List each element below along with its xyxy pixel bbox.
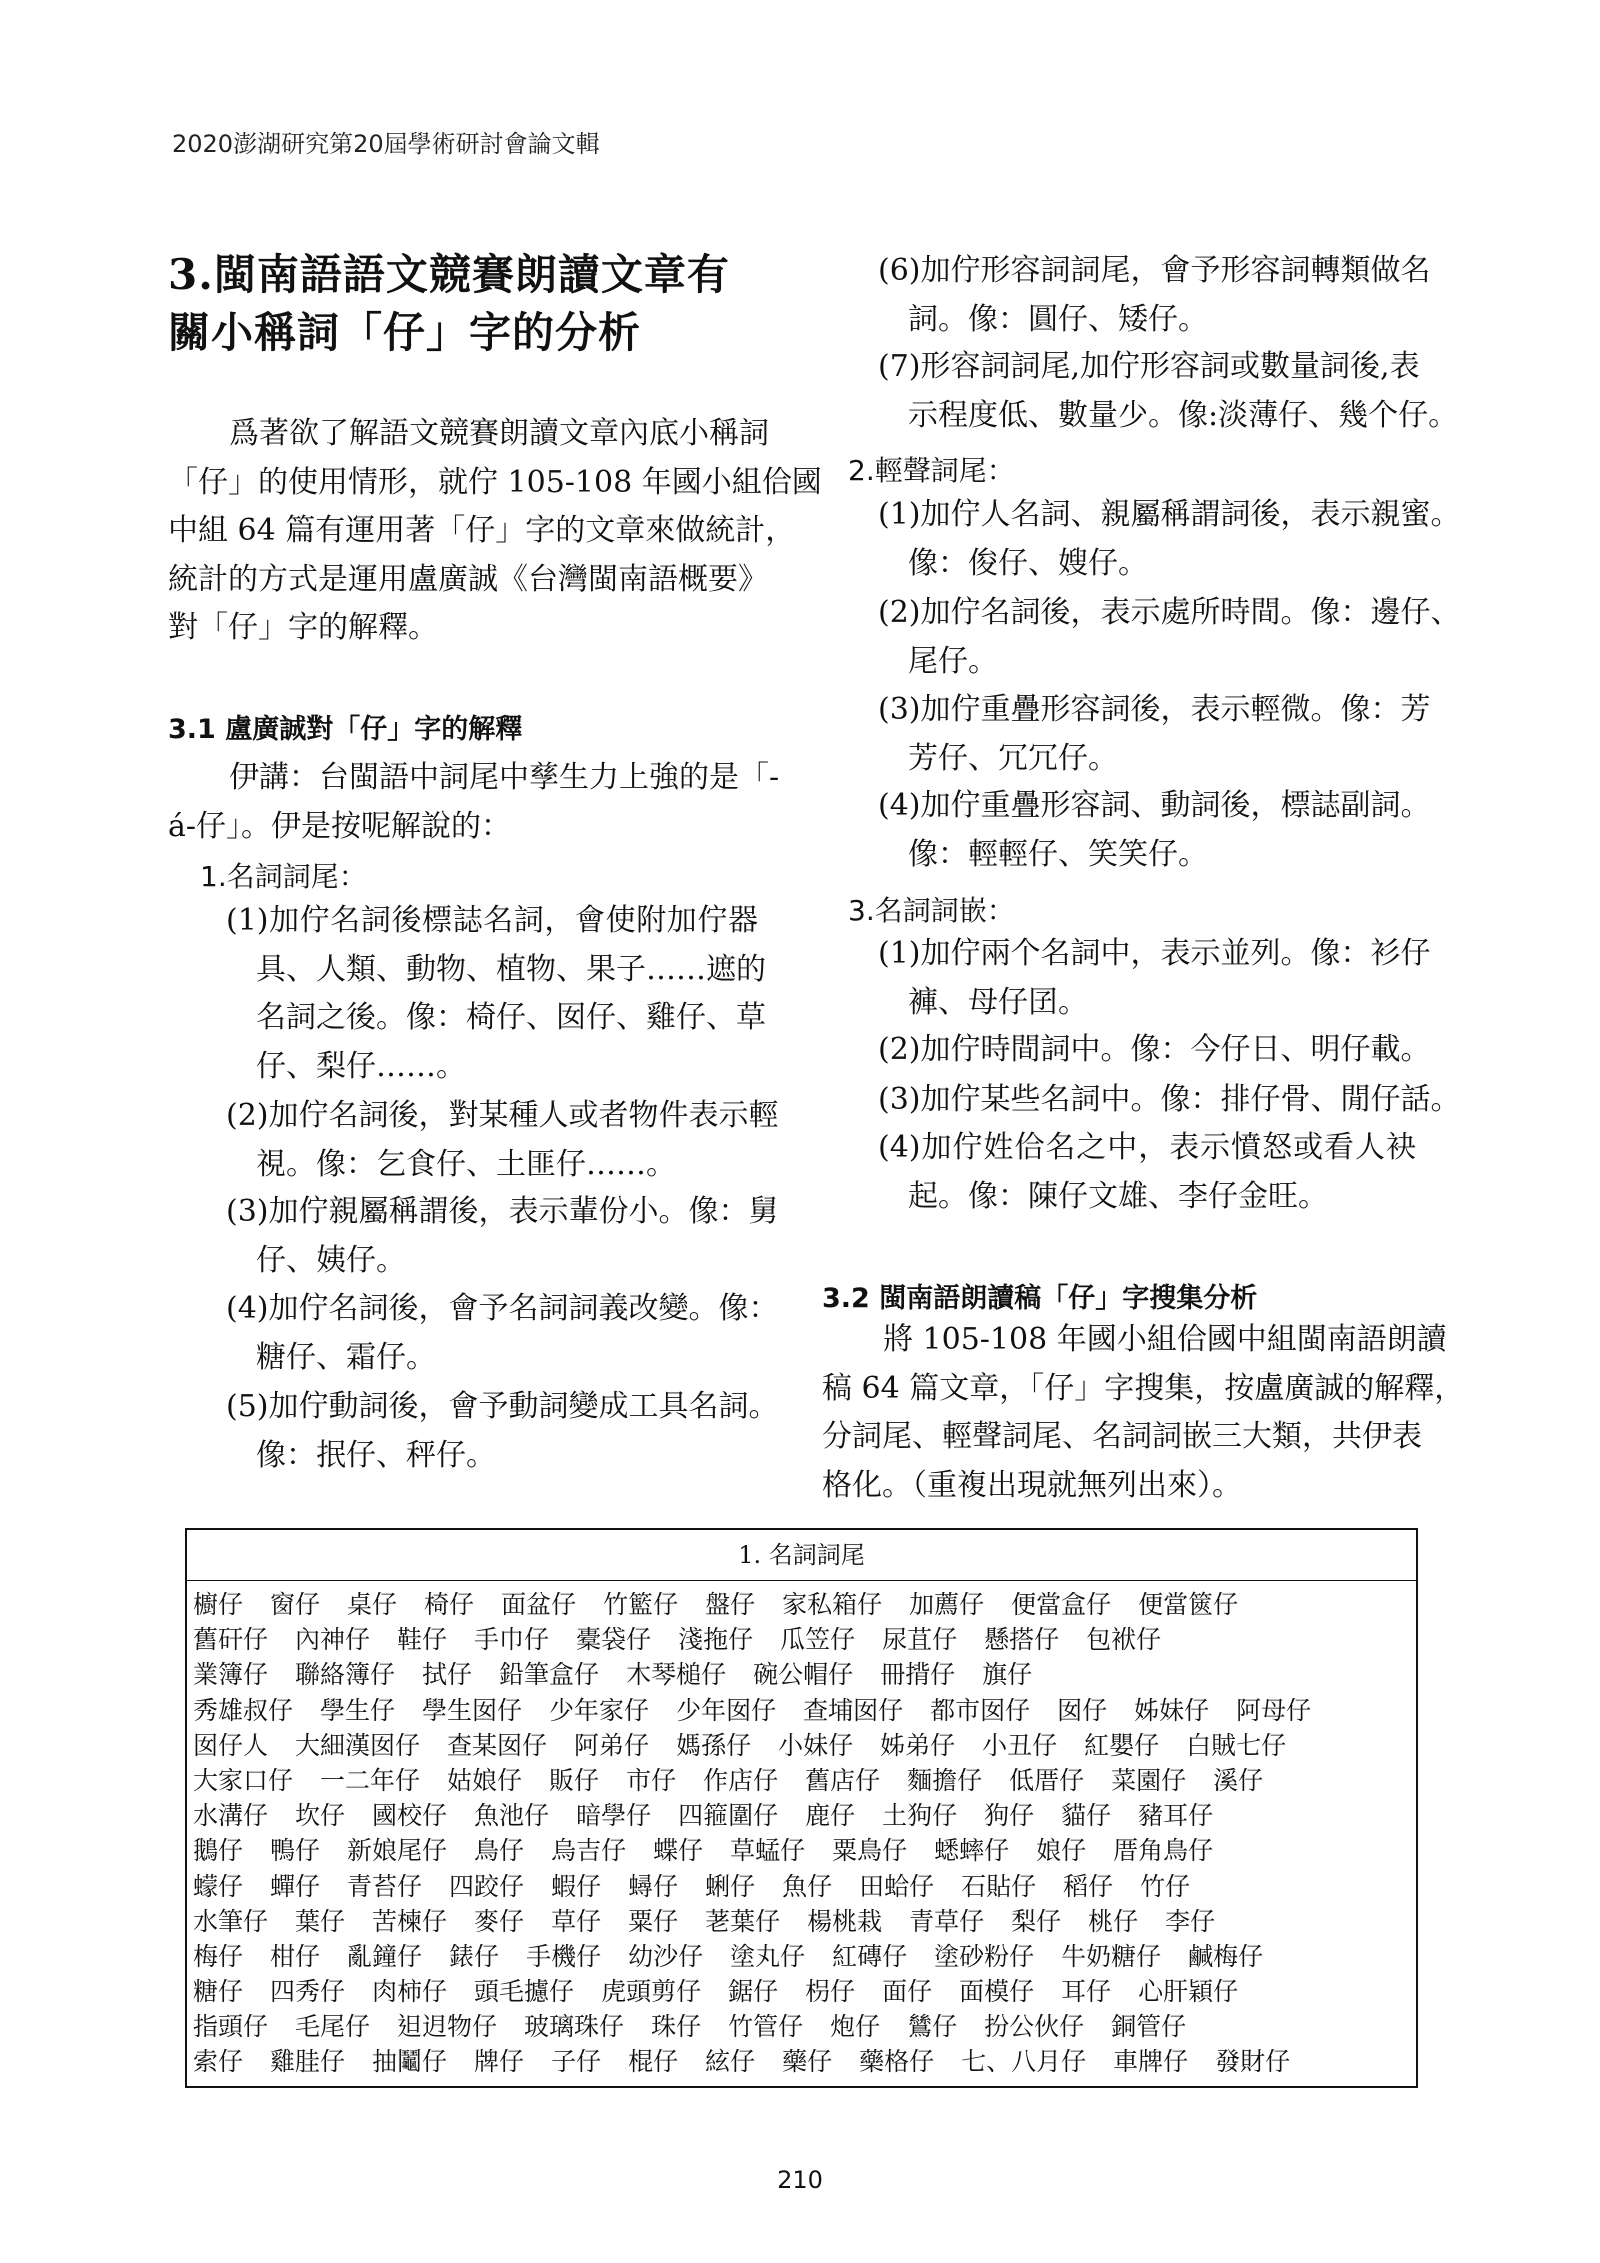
table-row — [193, 1693, 1416, 1728]
table-cell-word: 幼沙仔 — [628, 1941, 704, 1971]
table-cell-word: 懸搭仔 — [984, 1625, 1060, 1655]
table-cell-word: 扮公伙仔 — [984, 2012, 1085, 2042]
table-row — [193, 1974, 1416, 2009]
table-cell-word: 舊店仔 — [805, 1765, 881, 1795]
table-cell-word: 心肝穎仔 — [1138, 1977, 1239, 2007]
table-row — [193, 2044, 1416, 2079]
table-row — [193, 1939, 1416, 1974]
table-cell-word: 囡仔 — [1057, 1695, 1108, 1725]
table-cell-word: 荖葉仔 — [705, 1906, 781, 1936]
text-line: 詞。像：圓仔、矮仔。 — [908, 301, 1208, 337]
table-cell-word: 粟鳥仔 — [832, 1836, 908, 1866]
table-cell-word: 青苔仔 — [347, 1871, 423, 1901]
table-cell-word: 雞胿仔 — [270, 2047, 346, 2077]
table-cell-word: 蟬仔 — [270, 1871, 321, 1901]
table-cell-word: 索仔 — [193, 2047, 244, 2077]
table-cell-word: 菜園仔 — [1111, 1765, 1187, 1795]
list-item — [878, 1026, 1431, 1075]
table-cell-word: 淺拖仔 — [678, 1625, 754, 1655]
table-row — [193, 1622, 1416, 1657]
table-cell-word: 水溝仔 — [193, 1801, 269, 1831]
table-cell-word: 土狗仔 — [882, 1801, 958, 1831]
table-cell-word: 麵擔仔 — [907, 1765, 983, 1795]
table-cell-word: 阿弟仔 — [574, 1730, 650, 1760]
subsection-3-1-paragraph — [168, 754, 780, 851]
page-number: 210 — [777, 2166, 823, 2194]
table-cell-word: 瓜笠仔 — [780, 1625, 856, 1655]
table-cell-word: 糖仔 — [193, 1977, 244, 2007]
table-cell-word: 小妹仔 — [778, 1730, 854, 1760]
text-line: 糖仔、霜仔。 — [256, 1339, 436, 1375]
text-line: 名詞之後。像：椅仔、囡仔、雞仔、草 — [256, 1000, 766, 1035]
text-line: 像：抿仔、秤仔。 — [256, 1437, 496, 1473]
text-line: (4)加佇姓佮名之中，表示憤怒或看人袂 — [878, 1130, 1416, 1165]
table-cell-word: 指頭仔 — [193, 2012, 269, 2042]
table-cell-word: 桌仔 — [347, 1590, 398, 1619]
table-cell-word: 枴仔 — [805, 1977, 856, 2007]
table-cell-word: 販仔 — [549, 1765, 600, 1795]
table-cell-word: 烏吉仔 — [551, 1836, 627, 1866]
table-cell-word: 盤仔 — [705, 1590, 756, 1619]
table-cell-word: 鵝仔 — [193, 1836, 244, 1866]
text-line: 仔、梨仔……。 — [256, 1048, 466, 1084]
table-cell-word: 囡仔人 — [193, 1730, 269, 1760]
table-cell-word: 椅仔 — [424, 1590, 475, 1619]
table-cell-word: 四箍圍仔 — [678, 1801, 779, 1831]
list-item — [878, 782, 1431, 879]
table-row — [193, 1763, 1416, 1798]
text-line: 具、人類、動物、植物、果子……遮的 — [256, 951, 766, 987]
table-cell-word: 虎頭剪仔 — [601, 1977, 702, 2007]
table-cell-word: 手巾仔 — [474, 1625, 550, 1655]
list-item — [226, 1188, 779, 1285]
text-line: (2)加佇名詞後，對某種人或者物件表示輕 — [226, 1098, 779, 1133]
category-heading-noun-suffix: 1.名詞詞尾： — [200, 860, 367, 893]
table-header: 1. 名詞詞尾 — [187, 1530, 1416, 1581]
table-cell-word: 紅嬰仔 — [1084, 1730, 1160, 1760]
table-row — [193, 1657, 1416, 1692]
table-cell-word: 低厝仔 — [1009, 1765, 1085, 1795]
table-cell-word: 少年家仔 — [549, 1695, 650, 1725]
table-cell-word: 紅磚仔 — [832, 1941, 908, 1971]
text-line: (1)加佇名詞後標誌名詞，會使附加佇器 — [226, 903, 758, 938]
table-cell-word: 葉仔 — [295, 1906, 346, 1936]
table-cell-word: 作店仔 — [703, 1765, 779, 1795]
text-line: (3)加佇某些名詞中。像：排仔骨、閒仔話。 — [878, 1082, 1461, 1117]
table-cell-word: 新娘尾仔 — [347, 1836, 448, 1866]
table-cell-word: 亂鐘仔 — [347, 1941, 423, 1971]
running-head: 2020澎湖研究第20屆學術研討會論文輯 — [172, 130, 600, 158]
table-cell-word: 國校仔 — [372, 1801, 448, 1831]
table-cell-word: 內神仔 — [295, 1625, 371, 1655]
table-cell-word: 旗仔 — [982, 1660, 1033, 1690]
text-line: 分詞尾、輕聲詞尾、名詞詞嵌三大類，共伊表 — [822, 1419, 1422, 1454]
table-cell-word: 青草仔 — [909, 1906, 985, 1936]
table-cell-word: 竹仔 — [1140, 1871, 1191, 1901]
table-cell-word: 尿苴仔 — [882, 1625, 958, 1655]
table-cell-word: 𨑨迌物仔 — [397, 2012, 498, 2042]
table-cell-word: 都市囡仔 — [930, 1695, 1031, 1725]
table-body — [187, 1581, 1416, 2080]
list-item — [878, 686, 1431, 783]
list-item — [878, 491, 1461, 588]
table-cell-word: 面模仔 — [959, 1977, 1035, 2007]
table-cell-word: 大家口仔 — [193, 1765, 294, 1795]
table-cell-word: 坎仔 — [295, 1801, 346, 1831]
subsection-3-2-paragraph — [822, 1316, 1465, 1510]
text-line: (1)加佇兩个名詞中，表示並列。像：衫仔 — [878, 936, 1431, 971]
table-cell-word: 拭仔 — [422, 1660, 473, 1690]
text-line: 起。像：陳仔文雄、李仔金旺。 — [908, 1178, 1328, 1214]
table-cell-word: 魚池仔 — [474, 1801, 550, 1831]
table-cell-word: 藥格仔 — [859, 2047, 935, 2077]
table-cell-word: 苦楝仔 — [372, 1906, 448, 1936]
table-cell-word: 炮仔 — [830, 2012, 881, 2042]
text-line: (7)形容詞詞尾,加佇形容詞或數量詞後,表 — [878, 349, 1420, 384]
table-cell-word: 鞋仔 — [397, 1625, 448, 1655]
table-cell-word: 蜊仔 — [705, 1871, 756, 1901]
table-cell-word: 面仔 — [882, 1977, 933, 2007]
word-table — [185, 1528, 1418, 2088]
list-item — [878, 343, 1459, 440]
list-item — [226, 1383, 779, 1480]
text-line: 稿 64 篇文章，「仔」字搜集，按盧廣誠的解釋， — [822, 1370, 1465, 1406]
table-cell-word: 便當篋仔 — [1138, 1590, 1239, 1619]
table-cell-word: 牛奶糖仔 — [1061, 1941, 1162, 1971]
table-cell-word: 秀雄叔仔 — [193, 1695, 294, 1725]
text-line: 將 105-108 年國小組佮國中組閩南語朗讀 — [883, 1322, 1447, 1357]
table-cell-word: 草仔 — [551, 1906, 602, 1936]
table-cell-word: 鹿仔 — [805, 1801, 856, 1831]
table-cell-word: 狗仔 — [984, 1801, 1035, 1831]
table-cell-word: 手機仔 — [526, 1941, 602, 1971]
table-cell-word: 便當盒仔 — [1011, 1590, 1112, 1619]
table-cell-word: 楊桃栽 — [807, 1906, 883, 1936]
subsection-heading-3-2: 3.2 閩南語朗讀稿「仔」字搜集分析 — [822, 1283, 1258, 1314]
list-item — [878, 1124, 1416, 1221]
text-line: (3)加佇親屬稱謂後，表示輩份小。像：舅 — [226, 1194, 779, 1229]
table-cell-word: 四秀仔 — [270, 1977, 346, 2007]
table-cell-word: 學生仔 — [320, 1695, 396, 1725]
category-heading-neutral-tone: 2.輕聲詞尾： — [848, 454, 1015, 487]
table-cell-word: 田蛤仔 — [859, 1871, 935, 1901]
list-item — [226, 1092, 779, 1189]
table-cell-word: 竹籃仔 — [603, 1590, 679, 1619]
table-cell-word: 市仔 — [626, 1765, 677, 1795]
table-cell-word: 鹹梅仔 — [1188, 1941, 1264, 1971]
table-cell-word: 鴨仔 — [270, 1836, 321, 1866]
table-cell-word: 絃仔 — [705, 2047, 756, 2077]
table-cell-word: 加薦仔 — [909, 1590, 985, 1619]
table-cell-word: 棍仔 — [628, 2047, 679, 2077]
text-line: (2)加佇時間詞中。像：今仔日、明仔載。 — [878, 1032, 1431, 1067]
table-row — [193, 1869, 1416, 1904]
table-cell-word: 稻仔 — [1063, 1871, 1114, 1901]
table-cell-word: 子仔 — [551, 2047, 602, 2077]
list-item — [226, 1285, 779, 1382]
table-cell-word: 姑娘仔 — [447, 1765, 523, 1795]
text-line: 仔、姨仔。 — [256, 1242, 406, 1278]
text-line: 視。像：乞食仔、土匪仔……。 — [256, 1146, 676, 1182]
table-row — [193, 1798, 1416, 1833]
table-cell-word: 肉柿仔 — [372, 1977, 448, 2007]
table-cell-word: 銅管仔 — [1111, 2012, 1187, 2042]
text-line: 尾仔。 — [908, 643, 998, 679]
table-cell-word: 蟳仔 — [628, 1871, 679, 1901]
text-line: 統計的方式是運用盧廣誠《台灣閩南語概要》 — [168, 561, 768, 597]
table-cell-word: 石貼仔 — [961, 1871, 1037, 1901]
table-cell-word: 貓仔 — [1061, 1801, 1112, 1831]
text-line: (4)加佇重疊形容詞、動詞後，標誌副詞。 — [878, 788, 1431, 823]
list-item — [226, 897, 766, 1091]
text-line: 芳仔、冗冗仔。 — [908, 740, 1118, 776]
table-cell-word: 鷥仔 — [907, 2012, 958, 2042]
subsection-heading-3-1: 3.1 盧廣誠對「仔」字的解釋 — [168, 714, 523, 745]
table-cell-word: 魚仔 — [782, 1871, 833, 1901]
table-cell-word: 蝶仔 — [653, 1836, 704, 1866]
text-line: 中組 64 篇有運用著「仔」字的文章來做統計， — [168, 513, 796, 548]
text-line: 「仔」的使用情形，就佇 105-108 年國小組佮國 — [168, 464, 822, 500]
text-line: (2)加佇名詞後，表示處所時間。像：邊仔、 — [878, 595, 1461, 630]
table-cell-word: 塗砂粉仔 — [934, 1941, 1035, 1971]
table-cell-word: 大細漢囡仔 — [295, 1730, 421, 1760]
list-item — [878, 930, 1431, 1027]
text-line: 示程度低、數量少。像:淡薄仔、幾个仔。 — [908, 397, 1459, 433]
table-row — [193, 1587, 1416, 1622]
table-cell-word: 塗丸仔 — [730, 1941, 806, 1971]
table-cell-word: 粟仔 — [628, 1906, 679, 1936]
table-cell-word: 查某囡仔 — [447, 1730, 548, 1760]
list-item — [878, 1076, 1461, 1125]
text-line: (1)加佇人名詞、親屬稱謂詞後，表示親蜜。 — [878, 497, 1461, 532]
table-cell-word: 珠仔 — [651, 2012, 702, 2042]
table-cell-word: 李仔 — [1165, 1906, 1216, 1936]
table-cell-word: 蠓仔 — [193, 1871, 244, 1901]
text-line: (4)加佇名詞後，會予名詞詞義改變。像： — [226, 1291, 779, 1326]
table-cell-word: 牌仔 — [474, 2047, 525, 2077]
table-cell-word: 草蜢仔 — [730, 1836, 806, 1866]
table-cell-word: 水筆仔 — [193, 1906, 269, 1936]
text-line: 像：輕輕仔、笑笑仔。 — [908, 836, 1208, 872]
table-row — [193, 1904, 1416, 1939]
table-cell-word: 柑仔 — [270, 1941, 321, 1971]
table-cell-word: 竹管仔 — [728, 2012, 804, 2042]
table-cell-word: 桃仔 — [1088, 1906, 1139, 1936]
table-cell-word: 娘仔 — [1036, 1836, 1087, 1866]
text-line: 像：俊仔、嫂仔。 — [908, 545, 1148, 581]
table-cell-word: 小丑仔 — [982, 1730, 1058, 1760]
text-line: 對「仔」字的解釋。 — [168, 610, 438, 645]
table-cell-word: 木琴槌仔 — [626, 1660, 727, 1690]
table-cell-word: 姊弟仔 — [880, 1730, 956, 1760]
list-item — [878, 589, 1461, 686]
table-cell-word: 鋸仔 — [728, 1977, 779, 2007]
intro-paragraph — [168, 410, 822, 653]
table-row — [193, 1728, 1416, 1763]
category-heading-infix: 3.名詞詞嵌： — [848, 894, 1015, 927]
table-cell-word: 車牌仔 — [1113, 2047, 1189, 2077]
table-cell-word: 梅仔 — [193, 1941, 244, 1971]
text-line: (5)加佇動詞後，會予動詞變成工具名詞。 — [226, 1389, 779, 1424]
table-cell-word: 麥仔 — [474, 1906, 525, 1936]
table-cell-word: 蟋蟀仔 — [934, 1836, 1010, 1866]
section-title-line: 關小稱詞「仔」字的分析 — [168, 308, 642, 357]
table-cell-word: 四跤仔 — [449, 1871, 525, 1901]
table-cell-word: 學生囡仔 — [422, 1695, 523, 1725]
table-cell-word: 蝦仔 — [551, 1871, 602, 1901]
table-cell-word: 包袱仔 — [1086, 1625, 1162, 1655]
table-cell-word: 姊妹仔 — [1134, 1695, 1210, 1725]
table-cell-word: 玻璃珠仔 — [524, 2012, 625, 2042]
text-line: 爲著欲了解語文競賽朗讀文章內底小稱詞 — [229, 416, 769, 451]
table-cell-word: 毛尾仔 — [295, 2012, 371, 2042]
table-cell-word: 鳥仔 — [474, 1836, 525, 1866]
table-cell-word: 碗公帽仔 — [753, 1660, 854, 1690]
table-cell-word: 面盆仔 — [501, 1590, 577, 1619]
table-row — [193, 1833, 1416, 1868]
list-item — [878, 247, 1431, 344]
table-cell-word: 橐袋仔 — [576, 1625, 652, 1655]
table-cell-word: 溪仔 — [1213, 1765, 1264, 1795]
table-cell-word: 業簿仔 — [193, 1660, 269, 1690]
table-cell-word: 錶仔 — [449, 1941, 500, 1971]
table-cell-word: 梨仔 — [1011, 1906, 1062, 1936]
table-cell-word: 耳仔 — [1061, 1977, 1112, 2007]
table-cell-word: 七、八月仔 — [961, 2047, 1087, 2077]
table-cell-word: 豬耳仔 — [1138, 1801, 1214, 1831]
table-cell-word: 暗學仔 — [576, 1801, 652, 1831]
table-cell-word: 少年囡仔 — [676, 1695, 777, 1725]
table-cell-word: 發財仔 — [1215, 2047, 1291, 2077]
text-line: á-仔」。伊是按呢解說的： — [168, 808, 512, 844]
table-cell-word: 藥仔 — [782, 2047, 833, 2077]
section-title — [168, 246, 788, 362]
text-line: 格化。（重複出現就無列出來）。 — [822, 1467, 1242, 1503]
text-line: 褲、母仔囝。 — [908, 984, 1088, 1020]
table-cell-word: 阿母仔 — [1236, 1695, 1312, 1725]
section-title-line: 3.閩南語語文競賽朗讀文章有 — [168, 250, 730, 299]
table-cell-word: 家私箱仔 — [782, 1590, 883, 1619]
table-cell-word: 櫥仔 — [193, 1590, 244, 1619]
text-line: (3)加佇重疊形容詞後，表示輕微。像：芳 — [878, 692, 1431, 727]
table-cell-word: 媽孫仔 — [676, 1730, 752, 1760]
table-cell-word: 厝角鳥仔 — [1113, 1836, 1214, 1866]
table-cell-word: 鉛筆盒仔 — [499, 1660, 600, 1690]
table-row — [193, 2009, 1416, 2044]
table-cell-word: 舊矸仔 — [193, 1625, 269, 1655]
table-cell-word: 頭毛攄仔 — [474, 1977, 575, 2007]
text-line: 伊講：台閩語中詞尾中孳生力上強的是「- — [229, 760, 780, 795]
table-cell-word: 白賊七仔 — [1186, 1730, 1287, 1760]
table-cell-word: 查埔囡仔 — [803, 1695, 904, 1725]
table-cell-word: 一二年仔 — [320, 1765, 421, 1795]
table-cell-word: 窗仔 — [270, 1590, 321, 1619]
text-line: (6)加佇形容詞詞尾，會予形容詞轉類做名 — [878, 253, 1431, 288]
table-cell-word: 冊揹仔 — [880, 1660, 956, 1690]
table-cell-word: 聯絡簿仔 — [295, 1660, 396, 1690]
table-cell-word: 抽鬮仔 — [372, 2047, 448, 2077]
